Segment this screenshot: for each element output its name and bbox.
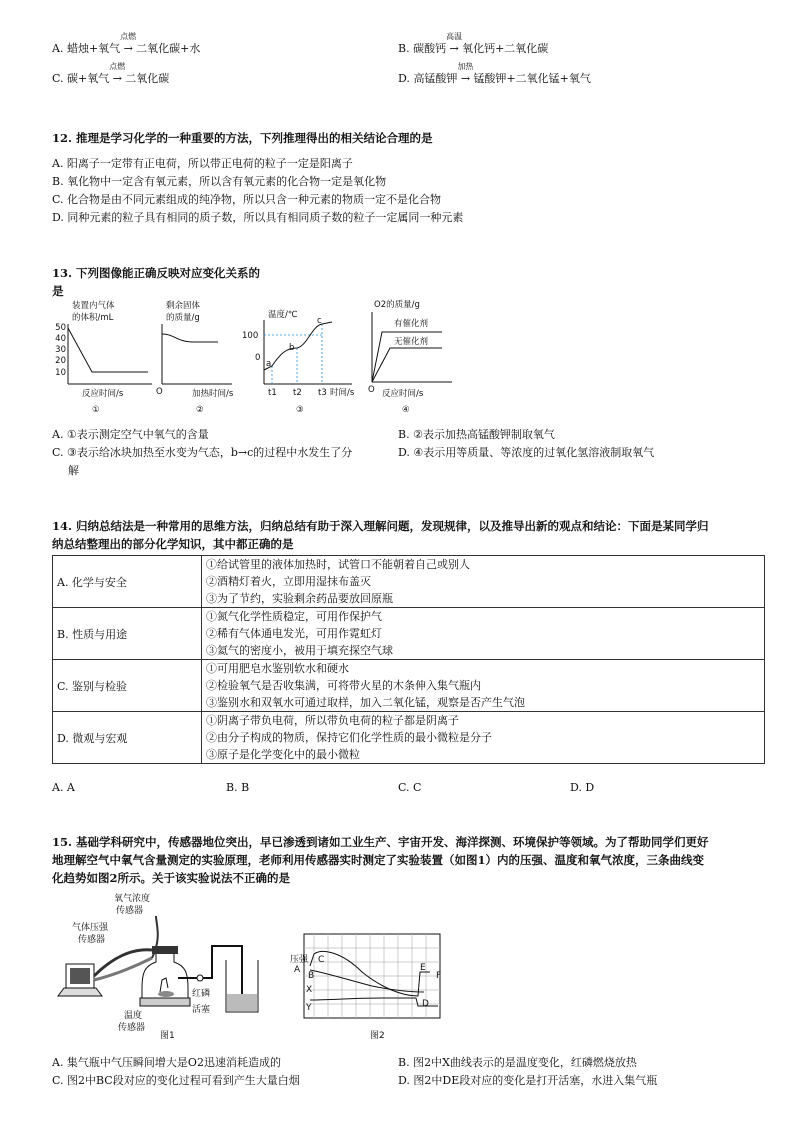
figure-1-caption: 图1	[160, 1031, 175, 1041]
g1-xlabel: 反应时间/s	[82, 389, 124, 399]
g3-t2: t2	[293, 388, 302, 398]
red-phosphorus-label: 红磷	[192, 989, 211, 999]
reactant: 蜡烛+氧气	[66, 42, 121, 55]
reaction-arrow-icon: 点燃 →	[120, 32, 137, 55]
row-item: ①给试管里的液体加热时，试管口不能朝着自己或别人	[206, 558, 470, 571]
q13-stem: 13. 下列图像能正确反映对应变化关系的	[52, 266, 261, 280]
figure-1-apparatus	[58, 892, 258, 1041]
g2-xlabel: 加热时间/s	[192, 389, 234, 399]
figure-2-graph	[290, 934, 441, 1041]
reactant: 碳+氧气	[67, 72, 110, 85]
q12-option-c[interactable]: C. 化合物是由不同元素组成的纯净物，所以只含一种元素的物质一定不是化合物	[52, 193, 442, 206]
reactant: 高锰酸钾	[413, 72, 458, 85]
option-letter: A.	[52, 42, 64, 55]
row-item: ②由分子构成的物质，保持它们化学性质的最小微粒是分子	[206, 731, 492, 744]
table-row	[53, 608, 765, 660]
graph-label-x: X	[306, 985, 313, 995]
temp-sensor-label: 温度	[124, 1011, 143, 1021]
graph-label-d: D	[422, 999, 429, 1009]
graph-label-f: F	[436, 971, 442, 981]
q13-option-c-cont: 解	[68, 464, 79, 477]
product: 二氧化碳	[125, 72, 170, 85]
q15-figures	[52, 888, 472, 1044]
g2-number: ②	[196, 405, 204, 415]
g4-xlabel: 反应时间/s	[382, 389, 424, 399]
q13-option-c[interactable]: C. ③表示给冰块加热至水变为气态，b→c的过程中水发生了分	[52, 446, 353, 459]
g1-tick: 20	[55, 356, 66, 366]
row-item: ②酒精灯着火，立即用湿抹布盖灭	[206, 575, 371, 588]
graph-label-a: A	[294, 965, 301, 975]
q11-option-d[interactable]	[398, 62, 591, 86]
valve-label: 活塞	[192, 1005, 211, 1015]
q14-option-a[interactable]: A. A	[52, 781, 75, 794]
g3-tick-100: 100	[242, 331, 259, 341]
q15-stem-cont-1: 地理解空气中氧气含量测定的实验原理，老师利用传感器实时测定了实验装置（如图1）内的压强、温度和氧气浓度，三条曲线变	[52, 853, 704, 867]
q12-option-d[interactable]: D. 同种元素的粒子具有相同的质子数，所以具有相同质子数的粒子一定属同一种元素	[52, 211, 464, 224]
q13-stem-cont: 是	[52, 284, 64, 298]
g3-ylabel: 温度/℃	[268, 310, 298, 320]
reaction-arrow-icon: 加热 →	[457, 62, 474, 85]
figure-2-caption: 图2	[370, 1031, 385, 1041]
graph-4	[368, 299, 452, 415]
q13-option-b[interactable]: B. ②表示加热高锰酸钾制取氧气	[398, 428, 555, 441]
g4-label-catalyst: 有催化剂	[394, 319, 429, 329]
q13-graphs	[52, 296, 472, 420]
q12-option-a[interactable]: A. 阳离子一定带有正电荷，所以带正电荷的粒子一定是阳离子	[52, 157, 353, 170]
q11-option-a[interactable]	[52, 32, 201, 56]
q14-option-b[interactable]: B. B	[226, 781, 250, 794]
g1-ylabel-2: 的体积/mL	[72, 313, 114, 323]
row-category: B. 性质与用途	[53, 608, 202, 660]
product: 锰酸钾+二氧化锰+氧气	[473, 72, 591, 85]
g1-tick: 40	[55, 334, 66, 344]
q15-stem-cont-2: 化趋势如图2所示。关于该实验说法不正确的是	[52, 871, 290, 885]
g1-number: ①	[92, 405, 100, 415]
q15-option-b[interactable]: B. 图2中X曲线表示的是温度变化，红磷燃烧放热	[398, 1056, 637, 1069]
row-category: A. 化学与安全	[53, 556, 202, 608]
graph-2	[156, 300, 234, 415]
row-item: ③原子是化学变化中的最小微粒	[206, 748, 360, 761]
g2-origin: O	[156, 387, 163, 397]
q13-option-a[interactable]: A. ①表示测定空气中氧气的含量	[52, 428, 209, 441]
condition: 高温	[446, 32, 463, 41]
g4-curve-no-catalyst	[372, 348, 442, 382]
q14-stem-cont: 纳总结整理出的部分化学知识，其中都正确的是	[52, 537, 294, 551]
graph-label-y: Y	[306, 1003, 312, 1013]
g1-ylabel-1: 装置内气体	[72, 301, 115, 311]
row-item: ①阴离子带负电荷，所以带负电荷的粒子都是阴离子	[206, 714, 459, 727]
g3-point-b: b	[289, 343, 295, 353]
row-item: ①可用肥皂水鉴别软水和硬水	[206, 662, 349, 675]
q15-stem: 15. 基础学科研究中，传感器地位突出，早已渗透到诸如工业生产、宇宙开发、海洋探测、环境保护等领域。为了帮助同学们更好	[52, 835, 709, 849]
condition: 点燃	[120, 32, 137, 41]
g3-t3: t3	[318, 388, 327, 398]
g3-number: ③	[296, 405, 304, 415]
option-letter: C.	[52, 72, 64, 85]
g2-ylabel-1: 剩余固体	[166, 301, 201, 311]
pressure-sensor-label: 气体压强	[72, 923, 109, 933]
o2-sensor-label: 氧气浓度	[114, 894, 151, 904]
g3-tick-0: 0	[255, 353, 261, 363]
q12-option-b[interactable]: B. 氧化物中一定含有氧元素，所以含有氧元素的化合物一定是氧化物	[52, 175, 387, 188]
row-item: ①氮气化学性质稳定，可用作保护气	[206, 610, 382, 623]
reaction-arrow-icon: 点燃 →	[109, 62, 126, 85]
q12-stem: 12. 推理是学习化学的一种重要的方法，下列推理得出的相关结论合理的是	[52, 131, 433, 145]
q14-table	[52, 555, 765, 764]
q15-option-a[interactable]: A. 集气瓶中气压瞬间增大是O2迅速消耗造成的	[52, 1056, 281, 1069]
row-item: ③为了节约，实验剩余药品要放回原瓶	[206, 592, 393, 605]
g4-label-no-catalyst: 无催化剂	[394, 337, 429, 347]
graph-3	[242, 309, 355, 415]
graph-label-e: E	[420, 963, 426, 973]
q15-option-c[interactable]: C. 图2中BC段对应的变化过程可看到产生大量白烟	[52, 1074, 300, 1087]
q11-option-c[interactable]	[52, 62, 170, 86]
reactant: 碳酸钙	[413, 42, 447, 55]
condition: 点燃	[109, 62, 126, 71]
g1-tick: 10	[55, 368, 66, 378]
row-item: ③鉴别水和双氧水可通过取样，加入二氧化锰，观察是否产生气泡	[206, 696, 525, 709]
option-letter: D.	[398, 72, 410, 85]
row-category: C. 鉴别与检验	[53, 660, 202, 712]
product: 二氧化碳+水	[136, 42, 201, 55]
q15-option-d[interactable]: D. 图2中DE段对应的变化是打开活塞，水进入集气瓶	[398, 1074, 658, 1087]
g4-ylabel: O2的质量/g	[374, 300, 420, 310]
o2-sensor-label-2: 传感器	[116, 906, 144, 916]
row-item: ③氦气的密度小，被用于填充探空气球	[206, 644, 393, 657]
g3-xlabel: 时间/s	[330, 388, 355, 398]
g3-point-c: c	[317, 316, 322, 326]
row-item: ②稀有气体通电发光，可用作霓虹灯	[206, 627, 382, 640]
graph-ylabel: 压强	[290, 955, 309, 965]
row-category: D. 微观与宏观	[53, 712, 202, 764]
product: 氧化钙+二氧化碳	[462, 42, 549, 55]
stopper-icon	[152, 946, 178, 954]
g1-curve	[68, 328, 148, 372]
g3-t1: t1	[268, 388, 277, 398]
graph-1	[55, 300, 152, 415]
temp-sensor-label-2: 传感器	[118, 1023, 146, 1033]
g1-tick: 30	[55, 345, 66, 355]
q14-option-d[interactable]: D. D	[570, 781, 595, 794]
table-row	[53, 556, 765, 608]
table-row	[53, 660, 765, 712]
g2-ylabel-2: 的质量/g	[166, 313, 200, 323]
clamp-icon	[197, 975, 203, 981]
keyboard-icon	[58, 988, 102, 996]
table-row	[53, 712, 765, 764]
row-item: ②检验氧气是否收集满，可将带火星的木条伸入集气瓶内	[206, 679, 481, 692]
reaction-arrow-icon: 高温 →	[446, 32, 463, 55]
pressure-sensor-label-2: 传感器	[78, 935, 106, 945]
q14-stem: 14. 归纳总结法是一种常用的思维方法，归纳总结有助于深入理解问题，发现规律，以及推导出新的观点和结论：下面是某同学归	[52, 519, 709, 533]
g4-origin: O	[368, 385, 375, 395]
graph-label-c: C	[318, 955, 325, 965]
g2-curve	[162, 334, 218, 342]
g1-tick: 50	[55, 323, 66, 333]
red-phosphorus-icon	[158, 991, 174, 997]
option-letter: B.	[398, 42, 410, 55]
g4-number: ④	[402, 405, 410, 415]
q13-option-d[interactable]: D. ④表示用等质量、等浓度的过氧化氢溶液制取氧气	[398, 446, 655, 459]
condition: 加热	[457, 62, 474, 71]
g3-point-a: a	[266, 359, 272, 369]
q11-option-b[interactable]	[398, 32, 549, 56]
graph-label-b: B	[308, 971, 315, 981]
q14-option-c[interactable]: C. C	[398, 781, 422, 794]
